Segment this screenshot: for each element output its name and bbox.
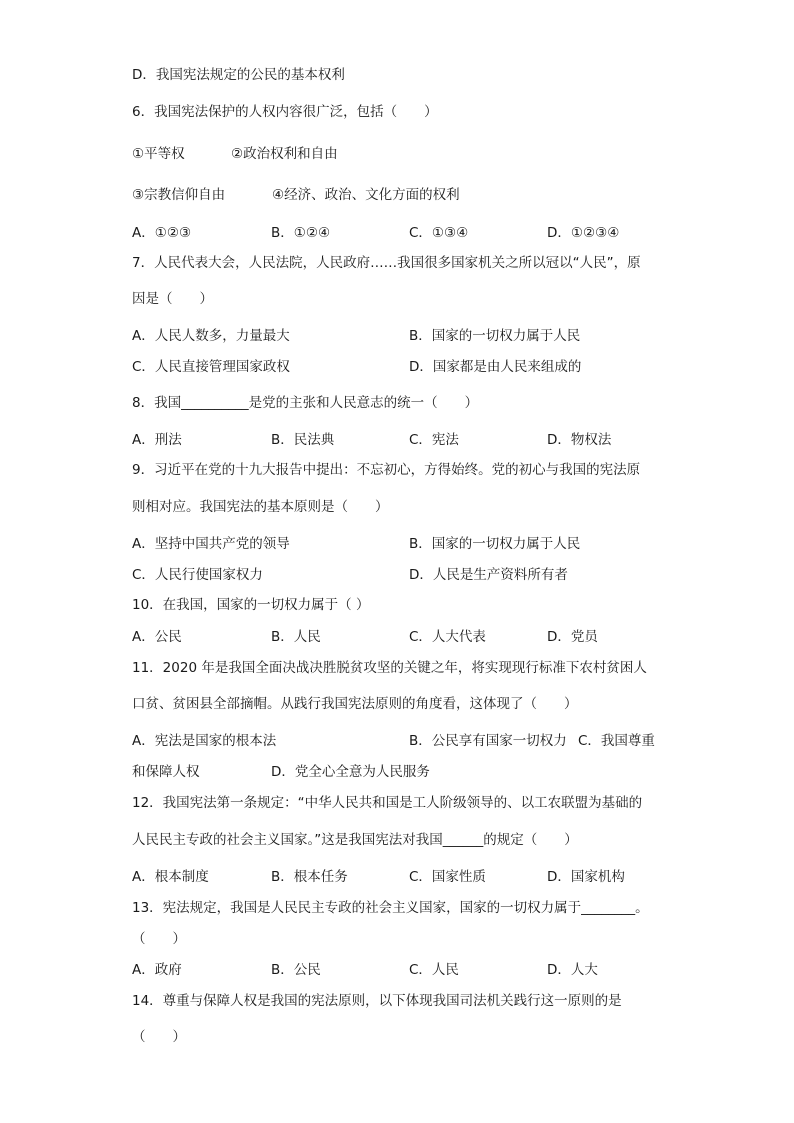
q6-stem: 6．我国宪法保护的人权内容很广泛，包括（ ） — [132, 104, 438, 120]
q13-option-a[interactable]: A．政府 — [132, 962, 182, 978]
q10-option-c[interactable]: C．人大代表 — [409, 629, 486, 645]
q7-option-b[interactable]: B．国家的一切权力属于人民 — [409, 328, 581, 344]
q11-option-c-part1[interactable]: C．我国尊重 — [578, 733, 655, 749]
q11-option-a[interactable]: A．宪法是国家的根本法 — [132, 733, 277, 749]
q6-item-1: ①平等权 — [132, 146, 185, 162]
q12-options — [132, 868, 672, 886]
q13-option-b[interactable]: B．公民 — [271, 962, 321, 978]
q12-option-c[interactable]: C．国家性质 — [409, 869, 486, 885]
q10-option-b[interactable]: B．人民 — [271, 629, 321, 645]
q6-option-d[interactable]: D．①②③④ — [547, 225, 620, 241]
q7-options-row1 — [132, 327, 672, 345]
q12-option-d[interactable]: D．国家机构 — [547, 869, 625, 885]
q13-option-d[interactable]: D．人大 — [547, 962, 598, 978]
q7-option-a[interactable]: A．人民人数多，力量最大 — [132, 328, 290, 344]
q9-option-a[interactable]: A．坚持中国共产党的领导 — [132, 536, 290, 552]
q9-option-d[interactable]: D．人民是生产资料所有者 — [409, 567, 568, 583]
q12-stem-line2: 人民民主专政的社会主义国家。”这是我国宪法对我国______的规定（ ） — [132, 832, 578, 848]
q14-stem-line1: 14．尊重与保障人权是我国的宪法原则，以下体现我国司法机关践行这一原则的是 — [132, 993, 622, 1009]
q9-option-b[interactable]: B．国家的一切权力属于人民 — [409, 536, 581, 552]
q8-options — [132, 431, 672, 449]
q13-option-c[interactable]: C．人民 — [409, 962, 459, 978]
q13-stem-line1: 13．宪法规定，我国是人民民主专政的社会主义国家，国家的一切权力属于________。 — [132, 900, 649, 916]
q10-option-a[interactable]: A．公民 — [132, 629, 182, 645]
q8-option-a[interactable]: A．刑法 — [132, 432, 182, 448]
q13-options — [132, 961, 672, 979]
q9-stem-line2: 则相对应。我国宪法的基本原则是（ ） — [132, 499, 389, 515]
q10-option-d[interactable]: D．党员 — [547, 629, 598, 645]
q6-options — [132, 224, 672, 242]
q11-option-c-part2[interactable]: 和保障人权 — [132, 764, 200, 780]
q11-options-row1 — [132, 732, 672, 750]
q9-options-row1 — [132, 535, 672, 553]
q7-option-c[interactable]: C．人民直接管理国家政权 — [132, 359, 290, 375]
q11-options-row2 — [132, 763, 672, 781]
q7-options-row2 — [132, 358, 672, 376]
q9-stem-line1: 9．习近平在党的十九大报告中提出：不忘初心，方得始终。党的初心与我国的宪法原 — [132, 462, 641, 478]
q6-item-3: ③宗教信仰自由 — [132, 187, 226, 203]
q10-stem: 10．在我国，国家的一切权力属于（ ） — [132, 597, 370, 613]
q8-stem: 8．我国__________是党的主张和人民意志的统一（ ） — [132, 395, 479, 411]
q6-option-b[interactable]: B．①②④ — [271, 225, 331, 241]
q9-options-row2 — [132, 566, 672, 584]
q7-option-d[interactable]: D．国家都是由人民来组成的 — [409, 359, 582, 375]
q7-stem-line2: 因是（ ） — [132, 291, 213, 307]
q8-option-c[interactable]: C．宪法 — [409, 432, 459, 448]
q12-stem-line1: 12．我国宪法第一条规定：“中华人民共和国是工人阶级领导的、以工农联盟为基础的 — [132, 795, 643, 811]
q14-stem-line2: （ ） — [132, 1029, 186, 1045]
q6-item-4: ④经济、政治、文化方面的权利 — [272, 187, 460, 203]
q12-option-a[interactable]: A．根本制度 — [132, 869, 209, 885]
q6-item-2: ②政治权利和自由 — [231, 146, 338, 162]
q8-option-b[interactable]: B．民法典 — [271, 432, 335, 448]
q11-stem-line1: 11．2020 年是我国全面决战决胜脱贫攻坚的关键之年，将实现现行标准下农村贫困人 — [132, 660, 647, 676]
q7-stem-line1: 7．人民代表大会，人民法院，人民政府……我国很多国家机关之所以冠以“人民”，原 — [132, 255, 641, 271]
q6-option-a[interactable]: A．①②③ — [132, 225, 192, 241]
q11-stem-line2: 口贫、贫困县全部摘帽。从践行我国宪法原则的角度看，这体现了（ ） — [132, 696, 578, 712]
q6-option-c[interactable]: C．①③④ — [409, 225, 469, 241]
q5-option-d: D．我国宪法规定的公民的基本权利 — [132, 67, 345, 83]
q13-stem-line2: （ ） — [132, 931, 186, 947]
q11-option-d[interactable]: D．党全心全意为人民服务 — [271, 764, 430, 780]
q9-option-c[interactable]: C．人民行使国家权力 — [132, 567, 263, 583]
q11-option-b[interactable]: B．公民享有国家一切权力 — [409, 733, 567, 749]
q12-option-b[interactable]: B．根本任务 — [271, 869, 348, 885]
q10-options — [132, 628, 672, 646]
q8-option-d[interactable]: D．物权法 — [547, 432, 612, 448]
